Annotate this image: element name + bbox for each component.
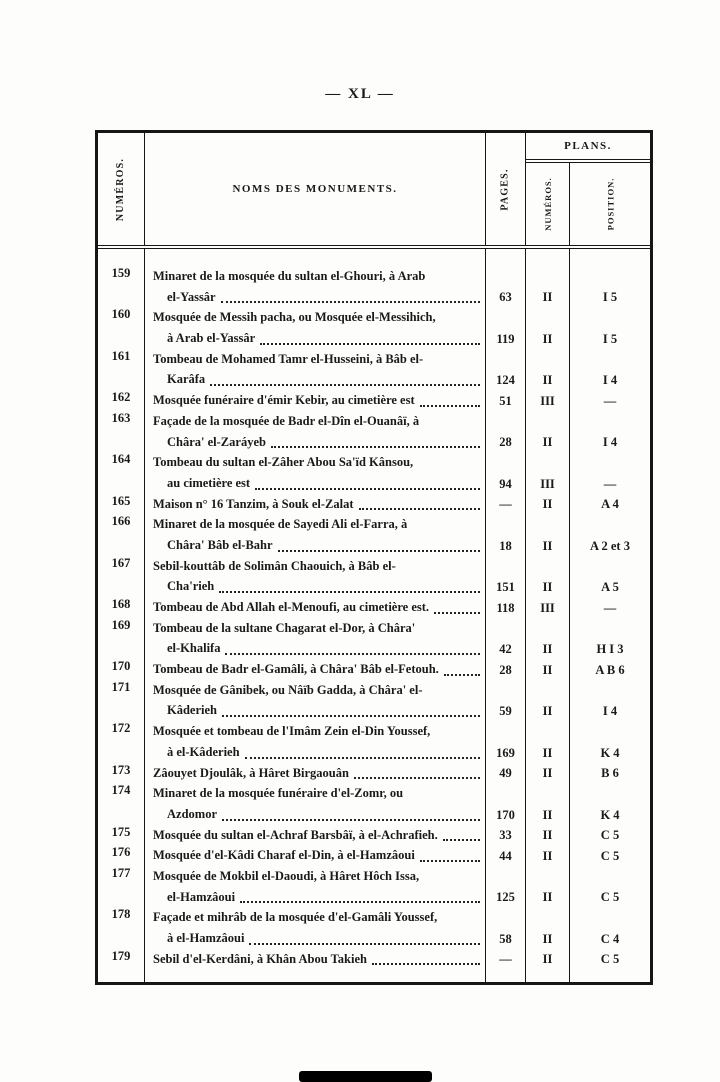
page-value: 51 (486, 390, 526, 411)
table-row (98, 249, 650, 307)
table-row (98, 390, 650, 411)
monument-number: 177 (111, 865, 131, 880)
monument-name: Tombeau de la sultane Chagarat el-Dor, à Châra' el-Khalifa (144, 618, 486, 659)
dot-leader (222, 700, 480, 717)
plan-numero-value: II (526, 783, 570, 824)
monument-number: 160 (111, 307, 131, 322)
dot-leader (260, 328, 480, 345)
table-row (98, 411, 650, 452)
monument-number: 179 (111, 948, 131, 963)
page-value: 42 (486, 618, 526, 659)
plan-position-value: A 2 et 3 (590, 538, 630, 553)
monuments-table (95, 130, 653, 985)
dot-leader (221, 287, 480, 304)
plan-position-value: H I 3 (596, 642, 624, 657)
plan-position-value: I 4 (602, 435, 618, 450)
monument-number: 172 (111, 721, 131, 736)
page-value: 28 (486, 411, 526, 452)
table-body (98, 249, 650, 982)
dot-leader (245, 742, 480, 759)
page-value: 28 (486, 659, 526, 680)
monument-number: 161 (111, 348, 131, 363)
table-header (98, 133, 650, 245)
page-value: 124 (486, 349, 526, 390)
plan-numero-value: II (526, 618, 570, 659)
monument-name: Zâouyet Djoulâk, à Hâret Birgaouân (144, 763, 486, 784)
plan-position-value: — (603, 393, 617, 408)
dot-leader (444, 659, 480, 676)
page-value: 33 (486, 825, 526, 846)
header-numeros: NUMÉROS. (115, 157, 127, 221)
dot-leader (372, 949, 480, 966)
plan-numero-value: III (526, 390, 570, 411)
dot-leader (255, 473, 480, 490)
monument-name: Minaret de la mosquée funéraire d'el-Zomr, ou Azdomor (144, 783, 486, 824)
plan-numero-value: II (526, 249, 570, 307)
page-value: 44 (486, 845, 526, 866)
plan-numero-value: III (526, 452, 570, 493)
monument-number: 165 (111, 493, 131, 508)
table-row (98, 307, 650, 348)
plan-position-value: — (603, 600, 617, 615)
monument-name: Façade et mihrâb de la mosquée d'el-Gamâli Youssef, à el-Hamzâoui (144, 907, 486, 948)
plan-numero-value: II (526, 907, 570, 948)
table-row (98, 494, 650, 515)
monument-number: 163 (111, 410, 131, 425)
monument-number: 167 (111, 555, 131, 570)
plan-position-value: A B 6 (595, 662, 625, 677)
header-pages: PAGES. (486, 133, 526, 245)
plan-position-value: I 5 (602, 331, 618, 346)
monument-name: Mosquée de Mokbil el-Daoudi, à Hâret Hôch Issa, el-Hamzâoui (144, 866, 486, 907)
plan-numero-value: II (526, 866, 570, 907)
monument-number: 166 (111, 514, 131, 529)
page-number-header: — XL — (325, 86, 395, 102)
plan-numero-value: II (526, 949, 570, 983)
dot-leader (420, 390, 480, 407)
dot-leader (359, 494, 480, 511)
table-row (98, 845, 650, 866)
monument-name: Façade de la mosquée de Badr el-Dîn el-Ouanâï, à Châra' el-Zaráyeb (144, 411, 486, 452)
dot-leader (271, 432, 480, 449)
page-value: 151 (486, 556, 526, 597)
header-noms: NOMS DES MONUMENTS. (144, 133, 486, 245)
plan-position-value: A 4 (601, 497, 619, 512)
plan-numero-value: II (526, 763, 570, 784)
monument-number: 162 (111, 390, 131, 405)
header-plans-position: POSITION. (604, 177, 615, 231)
table-row (98, 907, 650, 948)
table-row (98, 514, 650, 555)
plan-position-value: I 5 (602, 290, 618, 305)
monument-number: 171 (111, 679, 131, 694)
dot-leader (354, 763, 480, 780)
page-value: 169 (486, 721, 526, 762)
plan-numero-value: II (526, 825, 570, 846)
page-value: 125 (486, 866, 526, 907)
page-value: 170 (486, 783, 526, 824)
plan-numero-value: II (526, 659, 570, 680)
monument-number: 168 (111, 597, 131, 611)
dot-leader (420, 845, 480, 862)
table-row (98, 452, 650, 493)
monument-name: Tombeau de Badr el-Gamâli, à Châra' Bâb el-Fetouh. (144, 659, 486, 680)
monument-name: Mosquée de Gânibek, ou Nâïb Gadda, à Châra' el- Kâderieh (144, 680, 486, 721)
plan-position-value: C 5 (600, 848, 620, 863)
table-row (98, 618, 650, 659)
plan-numero-value: II (526, 845, 570, 866)
table-row (98, 597, 650, 618)
monument-name: Maison n° 16 Tanzim, à Souk el-Zalat (144, 494, 486, 515)
header-plans-numeros: NUMÉROS. (526, 163, 570, 245)
plan-position-value: I 4 (602, 373, 618, 388)
monument-name: Mosquée du sultan el-Achraf Barsbâï, à el-Achrafieh. (144, 825, 486, 846)
monument-number: 175 (111, 824, 131, 839)
plan-position-value: C 5 (600, 828, 620, 843)
plan-numero-value: II (526, 721, 570, 762)
monument-number: 164 (111, 452, 131, 467)
monument-number: 176 (111, 845, 131, 860)
plan-numero-value: II (526, 411, 570, 452)
monument-name: Tombeau du sultan el-Zâher Abou Sa'ïd Kânsou, au cimetière est (144, 452, 486, 493)
plan-position-value: B 6 (601, 766, 619, 781)
page-value: 118 (486, 597, 526, 618)
plan-numero-value: III (526, 597, 570, 618)
dot-leader (240, 887, 480, 904)
table-row (98, 659, 650, 680)
monument-number: 170 (111, 659, 131, 674)
header-plans: PLANS. (564, 140, 612, 152)
monument-name: Mosquée et tombeau de l'Imâm Zein el-Din Youssef, à el-Kâderieh (144, 721, 486, 762)
monument-name: Sebil-kouttâb de Solimân Chaouich, à Bâb el- Cha'rieh (144, 556, 486, 597)
table-row (98, 556, 650, 597)
dot-leader (219, 576, 480, 593)
table-row (98, 680, 650, 721)
monument-number: 159 (111, 266, 131, 280)
plan-position-value: K 4 (600, 807, 620, 822)
dot-leader (225, 638, 480, 655)
table-row (98, 721, 650, 762)
plan-position-value: I 4 (602, 704, 618, 719)
dot-leader (278, 535, 480, 552)
monument-number: 173 (111, 762, 131, 777)
table-row (98, 866, 650, 907)
page-value: 59 (486, 680, 526, 721)
plan-position-value: A 5 (601, 580, 619, 594)
monument-name: Minaret de la mosquée du sultan el-Ghouri, à Arab el-Yassâr (144, 249, 486, 307)
monument-name: Tombeau de Abd Allah el-Menoufi, au cimetière est. (144, 597, 486, 618)
monument-number: 178 (111, 907, 131, 922)
plan-position-value: C 5 (600, 952, 620, 967)
page-value: 94 (486, 452, 526, 493)
dot-leader (222, 804, 480, 821)
scan-artifact (299, 1071, 432, 1082)
monument-name: Minaret de la mosquée de Sayedi Ali el-Farra, à Châra' Bâb el-Bahr (144, 514, 486, 555)
monument-name: Mosquée d'el-Kâdi Charaf el-Din, à el-Hamzâoui (144, 845, 486, 866)
plan-numero-value: II (526, 307, 570, 348)
page-value: 63 (486, 249, 526, 307)
page-value: 58 (486, 907, 526, 948)
page-value: — (486, 949, 526, 983)
monument-number: 174 (111, 783, 131, 798)
dot-leader (210, 369, 480, 386)
page-value: — (486, 494, 526, 515)
plan-numero-value: II (526, 680, 570, 721)
plan-position-value: — (603, 476, 617, 491)
monument-name: Tombeau de Mohamed Tamr el-Husseini, à Bâb el- Karâfa (144, 349, 486, 390)
table-row (98, 783, 650, 824)
table-row (98, 763, 650, 784)
table-row (98, 349, 650, 390)
page-value: 119 (486, 307, 526, 348)
plan-position-value: C 4 (600, 931, 620, 946)
plan-numero-value: II (526, 349, 570, 390)
table-row (98, 949, 650, 983)
plan-numero-value: II (526, 556, 570, 597)
monument-number: 169 (111, 617, 131, 632)
plan-position-value: K 4 (600, 745, 620, 760)
plan-numero-value: II (526, 494, 570, 515)
plan-position-value: C 5 (600, 890, 620, 905)
header-plans-group (526, 133, 650, 245)
monument-name: Mosquée funéraire d'émir Kebir, au cimetière est (144, 390, 486, 411)
page-value: 18 (486, 514, 526, 555)
page-value: 49 (486, 763, 526, 784)
monument-name: Mosquée de Messih pacha, ou Mosquée el-Messihich, à Arab el-Yassâr (144, 307, 486, 348)
monument-name: Sebil d'el-Kerdâni, à Khân Abou Takieh (144, 949, 486, 983)
dot-leader (249, 928, 480, 945)
table-row (98, 825, 650, 846)
plan-numero-value: II (526, 514, 570, 555)
dot-leader (443, 825, 480, 842)
dot-leader (434, 597, 480, 614)
